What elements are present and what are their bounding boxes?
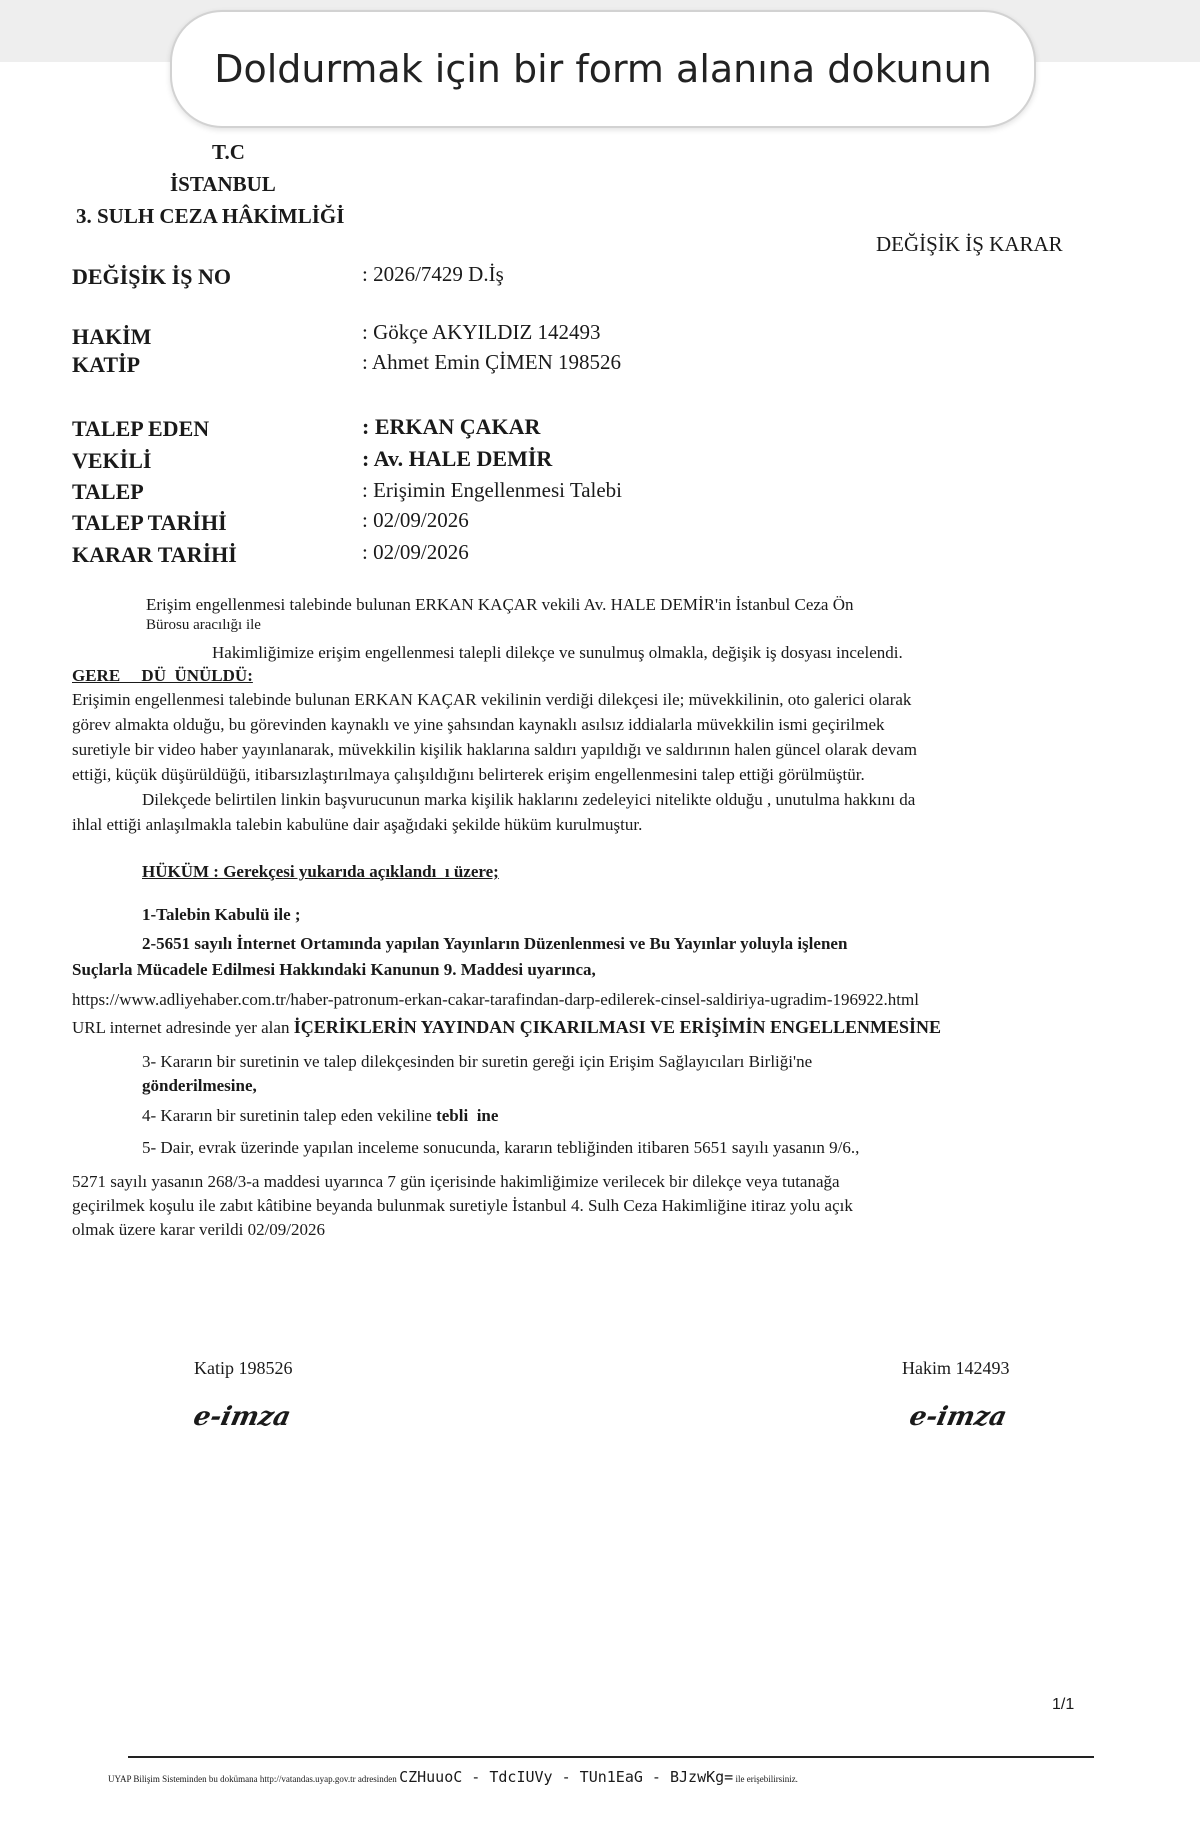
intro-line-2: Bürosu aracılığı ile xyxy=(146,617,261,633)
fill-form-hint-banner[interactable] xyxy=(170,10,1036,128)
footer-divider xyxy=(128,1756,1094,1758)
judgment-item-2-line-1: 2-5651 sayılı İnternet Ortamında yapılan Yayınların Düzenlenmesi ve Bu Yayınlar yoluyla işlenen xyxy=(142,934,848,953)
url-line-prefix: URL internet adresinde yer alan xyxy=(72,1018,294,1037)
field-value-applicant: : ERKAN ÇAKAR xyxy=(362,414,541,439)
court-line-tc: T.C xyxy=(212,140,245,164)
field-label-clerk: KATİP xyxy=(72,352,141,377)
judgment-item-3-line-1: 3- Kararın bir suretinin ve talep dilekçesinden bir suretin gereği için Erişim Sağlayıcıları Birliği'ne xyxy=(142,1052,813,1071)
fill-form-hint-text: Doldurmak için bir form alanına dokunun xyxy=(214,47,992,91)
field-label-request: TALEP xyxy=(72,479,144,504)
judgment-item-5: 5- Dair, evrak üzerinde yapılan inceleme sonucunda, kararın tebliğinden itibaren 5651 sayılı yasanın 9/6., xyxy=(142,1138,860,1157)
court-line-name: 3. SULH CEZA HÂKİMLİĞİ xyxy=(76,204,345,228)
judgment-item-2-line-2: Suçlarla Mücadele Edilmesi Hakkındaki Kanunun 9. Maddesi uyarınca, xyxy=(72,960,596,979)
reasoning-line-5: Dilekçede belirtilen linkin başvurucunun marka kişilik haklarını zedeleyici nitelikte olduğu , unutulma hakkını da xyxy=(142,790,916,809)
url-line xyxy=(72,1017,941,1038)
reasoning-heading: GERE DÜ ÜNÜLDÜ: xyxy=(72,666,253,685)
field-label-applicant: TALEP EDEN xyxy=(72,416,210,441)
judge-esignature: e-imza xyxy=(906,1402,1010,1432)
reasoning-line-2: görev almakta olduğu, bu görevinden kaynaklı ve yine şahsından kaynaklı asılsız iddialarla müvekkilin ismi geçirilmek xyxy=(72,715,885,734)
field-value-decision-date: : 02/09/2026 xyxy=(362,540,469,564)
field-label-decision-date: KARAR TARİHİ xyxy=(72,542,237,567)
judge-signature-label: Hakim 142493 xyxy=(902,1358,1010,1378)
field-value-request-date: : 02/09/2026 xyxy=(362,508,469,532)
court-line-city: İSTANBUL xyxy=(170,172,276,196)
closing-line-3: olmak üzere karar verildi 02/09/2026 xyxy=(72,1220,326,1239)
page-number: 1/1 xyxy=(1052,1696,1075,1713)
field-value-attorney: : Av. HALE DEMİR xyxy=(362,446,553,471)
closing-line-2: geçirilmek koşulu ile zabıt kâtibine beyanda bulunmak suretiyle İstanbul 4. Sulh Ceza Hakimliğine itiraz yolu açık xyxy=(72,1196,853,1215)
document-type: DEĞİŞİK İŞ KARAR xyxy=(876,232,1063,256)
intro-line-1: Erişim engellenmesi talebinde bulunan ERKAN KAÇAR vekili Av. HALE DEMİR'in İstanbul Ceza Ön xyxy=(146,595,854,614)
field-value-clerk: : Ahmet Emin ÇİMEN 198526 xyxy=(362,350,621,374)
field-label-attorney: VEKİLİ xyxy=(72,448,152,473)
clerk-signature-label: Katip 198526 xyxy=(194,1358,293,1378)
document-page xyxy=(0,62,1200,1822)
field-value-judge: : Gökçe AKYILDIZ 142493 xyxy=(362,320,601,344)
footer-verification-code: CZHuuoC - TdcIUVy - TUn1EaG - BJzwKg= xyxy=(399,1768,734,1786)
field-value-case-no: : 2026/7429 D.İş xyxy=(362,262,504,286)
url-line-bold: İÇERİKLERİN YAYINDAN ÇIKARILMASI VE ERİŞİMİN ENGELLENMESİNE xyxy=(293,1017,942,1037)
blocked-url-link[interactable]: https://www.adliyehaber.com.tr/haber-patronum-erkan-cakar-tarafindan-darp-edilerek-cinsel-saldiriya-ugradim-196922.html xyxy=(72,990,919,1009)
reasoning-line-6: ihlal ettiği anlaşılmakla talebin kabulüne dair aşağıdaki şekilde hüküm kurulmuştur. xyxy=(72,815,643,834)
intro-line-3: Hakimliğimize erişim engellenmesi talepli dilekçe ve sunulmuş olmakla, değişik iş dosyası incelendi. xyxy=(212,643,903,662)
footer-suffix: ile erişebilirsiniz. xyxy=(735,1774,798,1784)
judgment-item-4 xyxy=(142,1106,498,1126)
field-value-request: : Erişimin Engellenmesi Talebi xyxy=(362,478,623,502)
judgment-item-4-prefix: 4- Kararın bir suretinin talep eden vekiline xyxy=(142,1106,437,1125)
footer-text xyxy=(108,1768,798,1786)
judgment-item-1: 1-Talebin Kabulü ile ; xyxy=(142,905,301,924)
footer-prefix: UYAP Bilişim Sisteminden bu dokümana http://vatandas.uyap.gov.tr adresinden xyxy=(108,1774,397,1784)
field-label-case-no: DEĞİŞİK İŞ NO xyxy=(72,264,231,289)
reasoning-line-1: Erişimin engellenmesi talebinde bulunan ERKAN KAÇAR vekilinin verdiği dilekçesi ile; müvekkilinin, oto galerici olarak xyxy=(72,690,912,709)
field-label-judge: HAKİM xyxy=(72,324,152,349)
closing-line-1: 5271 sayılı yasanın 268/3-a maddesi uyarınca 7 gün içerisinde hakimliğimize verilecek bir dilekçe veya tutanağa xyxy=(72,1172,840,1191)
judgment-item-4-bold: tebli ine xyxy=(436,1106,499,1125)
judgment-item-3-line-2: gönderilmesine, xyxy=(142,1076,257,1095)
judgment-heading: HÜKÜM : Gerekçesi yukarıda açıklandı ı üzere; xyxy=(142,862,499,881)
reasoning-line-3: suretiyle bir video haber yayınlanarak, müvekkilin kişilik haklarına saldırı yapıldığı ve saldırının halen güncel olarak devam xyxy=(72,740,918,759)
reasoning-line-4: ettiği, küçük düşürüldüğü, itibarsızlaştırılmaya çalışıldığını belirterek erişim engellenmesini talep ettiği görülmüştür. xyxy=(72,765,865,784)
field-label-request-date: TALEP TARİHİ xyxy=(72,510,227,535)
clerk-esignature: e-imza xyxy=(190,1402,294,1432)
